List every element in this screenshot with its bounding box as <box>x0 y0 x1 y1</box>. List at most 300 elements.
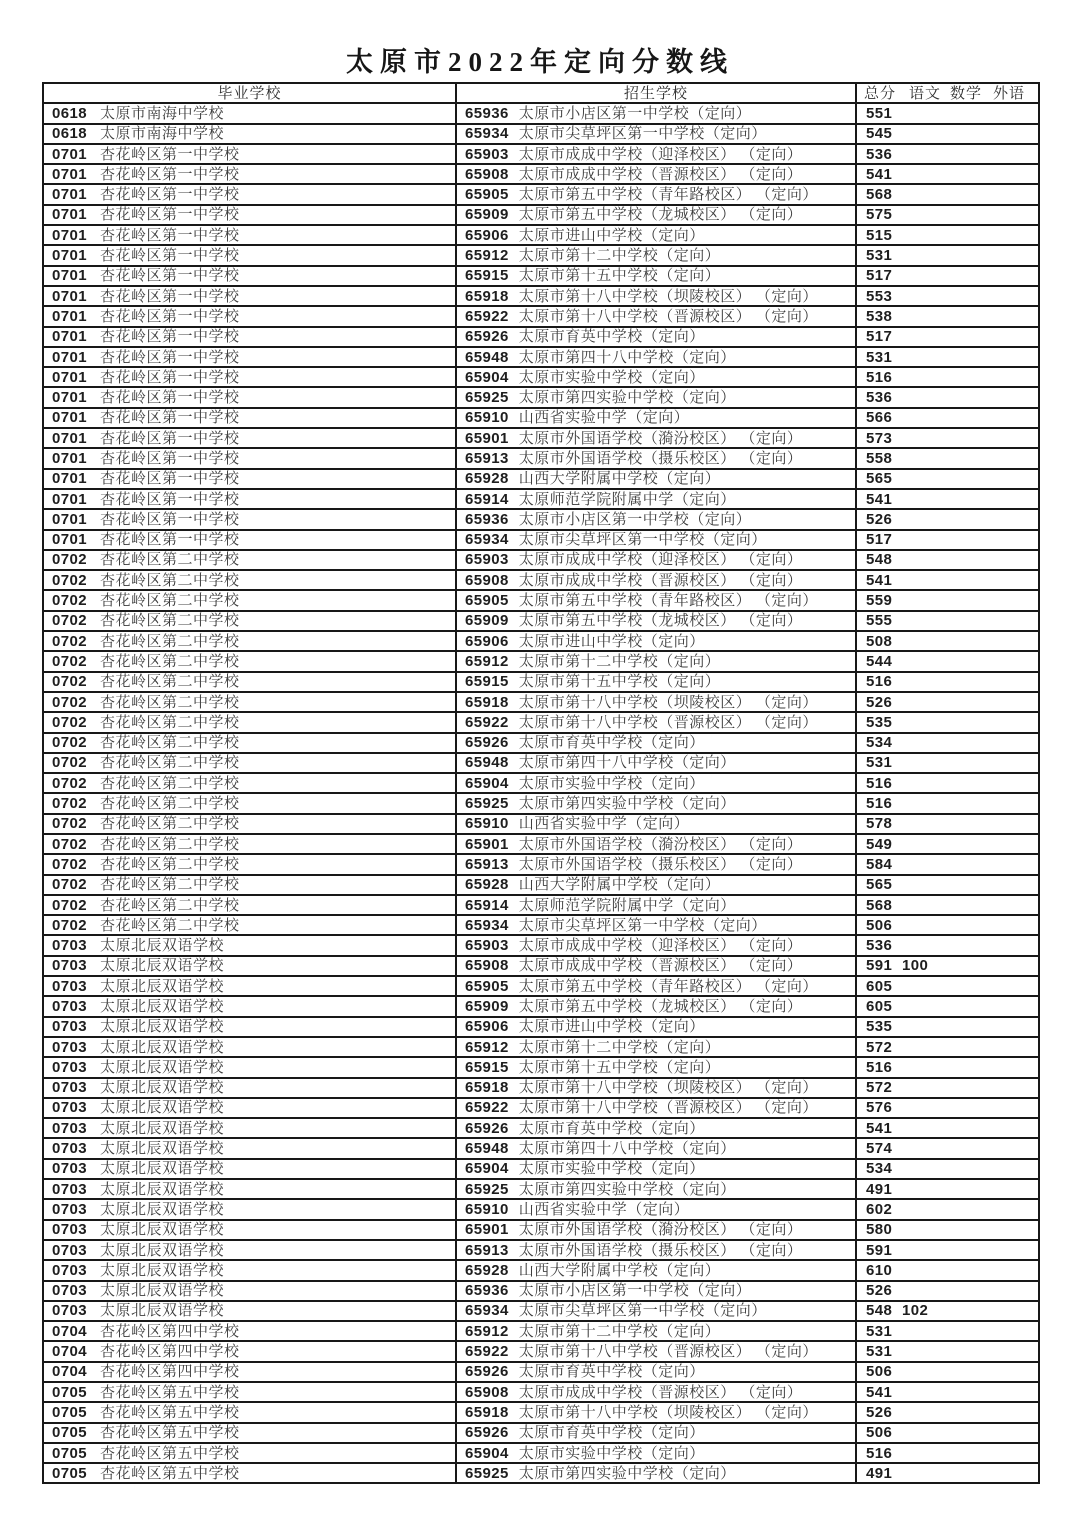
page-title: 太原市2022年定向分数线 <box>346 47 734 77</box>
table-row <box>43 428 1039 448</box>
table-row <box>43 103 1039 123</box>
score-cell <box>856 793 1039 813</box>
enrollment-school-name: 太原市成成中学校（晋源校区） （定向） <box>518 571 803 589</box>
enrollment-school-cell <box>456 590 856 610</box>
graduation-school-code: 0701 <box>52 368 87 386</box>
table-row <box>43 895 1039 915</box>
total-score-value: 575 <box>866 206 893 224</box>
table-row <box>43 1301 1039 1321</box>
total-score-value: 491 <box>866 1180 893 1198</box>
table-row <box>43 611 1039 631</box>
enrollment-school-code: 65905 <box>465 977 509 995</box>
enrollment-school-code: 65922 <box>465 307 509 325</box>
graduation-school-cell <box>43 834 456 854</box>
graduation-school-name: 杏花岭区第二中学校 <box>99 592 240 610</box>
graduation-school-code: 0703 <box>52 1038 87 1056</box>
enrollment-school-name: 太原市第十五中学校（定向） <box>518 1058 721 1076</box>
graduation-school-cell <box>43 854 456 874</box>
score-cell <box>856 1037 1039 1057</box>
table-row <box>43 692 1039 712</box>
total-score-value: 517 <box>866 267 893 285</box>
total-score-value: 549 <box>866 835 893 853</box>
graduation-school-name: 太原北辰双语学校 <box>99 1241 224 1259</box>
enrollment-school-code: 65918 <box>465 1403 509 1421</box>
enrollment-school-name: 太原市外国语学校（漪汾校区） （定向） <box>518 835 803 853</box>
enrollment-school-name: 太原市第十八中学校（坝陵校区） （定向） <box>518 693 818 711</box>
score-cell <box>856 996 1039 1016</box>
score-cell <box>856 1179 1039 1199</box>
enrollment-school-cell <box>456 306 856 326</box>
score-cell <box>856 611 1039 631</box>
enrollment-school-name: 太原市第五中学校（青年路校区） （定向） <box>518 186 818 204</box>
score-cell <box>856 1118 1039 1138</box>
table-row <box>43 489 1039 509</box>
total-score-value: 541 <box>866 1383 893 1401</box>
graduation-school-name: 杏花岭区第一中学校 <box>99 449 240 467</box>
table-row <box>43 1341 1039 1361</box>
total-score-value: 584 <box>866 855 893 873</box>
table-row <box>43 367 1039 387</box>
graduation-school-name: 杏花岭区第五中学校 <box>99 1424 240 1442</box>
graduation-school-name: 杏花岭区第二中学校 <box>99 855 240 873</box>
enrollment-school-cell <box>456 915 856 935</box>
graduation-school-name: 杏花岭区第一中学校 <box>99 226 240 244</box>
total-score-value: 531 <box>866 247 893 265</box>
graduation-school-name: 杏花岭区第一中学校 <box>99 490 240 508</box>
chinese-score-value: 100 <box>902 957 929 975</box>
total-score-value: 491 <box>866 1464 893 1482</box>
graduation-school-cell <box>43 1362 456 1382</box>
enrollment-school-name: 山西大学附属中学校（定向） <box>518 470 721 488</box>
enrollment-school-name: 太原市第十八中学校（晋源校区） （定向） <box>518 1343 818 1361</box>
enrollment-school-cell <box>456 266 856 286</box>
total-score-value: 568 <box>866 896 893 914</box>
graduation-school-name: 杏花岭区第二中学校 <box>99 876 240 894</box>
graduation-school-code: 0701 <box>52 247 87 265</box>
enrollment-school-cell <box>456 245 856 265</box>
chinese-score-value: 102 <box>902 1302 929 1320</box>
score-cell <box>856 875 1039 895</box>
score-cell <box>856 672 1039 692</box>
graduation-school-name: 杏花岭区第二中学校 <box>99 896 240 914</box>
enrollment-school-code: 65901 <box>465 429 509 447</box>
score-cell <box>856 408 1039 428</box>
graduation-school-name: 太原北辰双语学校 <box>99 1119 224 1137</box>
graduation-school-code: 0702 <box>52 754 87 772</box>
graduation-school-name: 杏花岭区第一中学校 <box>99 287 240 305</box>
graduation-school-name: 杏花岭区第一中学校 <box>99 531 240 549</box>
enrollment-school-name: 太原市进山中学校（定向） <box>518 226 705 244</box>
graduation-school-code: 0701 <box>52 287 87 305</box>
table-row <box>43 205 1039 225</box>
enrollment-school-name: 太原市进山中学校（定向） <box>518 632 705 650</box>
score-cell <box>856 1240 1039 1260</box>
table-row <box>43 448 1039 468</box>
enrollment-school-name: 太原市第十二中学校（定向） <box>518 1322 721 1340</box>
enrollment-school-code: 65905 <box>465 592 509 610</box>
score-cell <box>856 915 1039 935</box>
enrollment-school-name: 山西省实验中学（定向） <box>518 409 690 427</box>
graduation-school-cell <box>43 1199 456 1219</box>
graduation-school-cell <box>43 1301 456 1321</box>
total-score-value: 605 <box>866 998 893 1015</box>
graduation-school-name: 杏花岭区第一中学校 <box>99 409 240 427</box>
graduation-school-name: 杏花岭区第一中学校 <box>99 165 240 183</box>
graduation-school-code: 0701 <box>52 429 87 447</box>
table-row <box>43 834 1039 854</box>
enrollment-school-cell <box>456 286 856 306</box>
enrollment-school-code: 65926 <box>465 1363 509 1381</box>
enrollment-school-cell <box>456 733 856 753</box>
table-row <box>43 996 1039 1016</box>
enrollment-school-code: 65910 <box>465 1200 509 1218</box>
graduation-school-code: 0701 <box>52 348 87 366</box>
graduation-school-cell <box>43 1402 456 1422</box>
enrollment-school-name: 太原市成成中学校（晋源校区） （定向） <box>518 165 803 183</box>
graduation-school-code: 0702 <box>52 673 87 691</box>
graduation-school-cell <box>43 1179 456 1199</box>
graduation-school-cell <box>43 611 456 631</box>
graduation-school-name: 杏花岭区第一中学校 <box>99 307 240 325</box>
enrollment-school-code: 65906 <box>465 632 509 650</box>
graduation-school-code: 0701 <box>52 409 87 427</box>
graduation-school-cell <box>43 1220 456 1240</box>
graduation-school-cell <box>43 651 456 671</box>
graduation-school-cell <box>43 530 456 550</box>
graduation-school-cell <box>43 590 456 610</box>
graduation-school-cell <box>43 387 456 407</box>
score-cell <box>856 448 1039 468</box>
enrollment-school-name: 太原市第五中学校（青年路校区） （定向） <box>518 592 818 610</box>
table-row <box>43 1463 1039 1483</box>
table-row <box>43 976 1039 996</box>
graduation-school-cell <box>43 184 456 204</box>
graduation-school-cell <box>43 347 456 367</box>
enrollment-school-code: 65918 <box>465 1079 509 1097</box>
total-score-value: 531 <box>866 1322 893 1340</box>
total-score-value: 566 <box>866 409 893 427</box>
enrollment-school-cell <box>456 327 856 347</box>
table-row <box>43 1098 1039 1118</box>
enrollment-school-cell <box>456 692 856 712</box>
graduation-school-cell <box>43 1321 456 1341</box>
graduation-school-name: 杏花岭区第二中学校 <box>99 835 240 853</box>
graduation-school-cell <box>43 1443 456 1463</box>
enrollment-school-code: 65908 <box>465 1383 509 1401</box>
table-row <box>43 956 1039 976</box>
enrollment-school-code: 65926 <box>465 328 509 346</box>
enrollment-school-name: 山西省实验中学（定向） <box>518 1200 690 1218</box>
graduation-school-name: 杏花岭区第一中学校 <box>99 328 240 346</box>
graduation-school-name: 太原市南海中学校 <box>99 104 224 122</box>
graduation-school-code: 0703 <box>52 998 87 1015</box>
enrollment-school-code: 65928 <box>465 1261 509 1279</box>
graduation-school-code: 0704 <box>52 1343 87 1361</box>
score-cell <box>856 144 1039 164</box>
enrollment-school-code: 65915 <box>465 267 509 285</box>
enrollment-school-name: 太原市第十八中学校（坝陵校区） （定向） <box>518 1403 818 1421</box>
graduation-school-code: 0701 <box>52 165 87 183</box>
table-row <box>43 773 1039 793</box>
graduation-school-name: 杏花岭区第二中学校 <box>99 734 240 752</box>
graduation-school-name: 太原北辰双语学校 <box>99 957 224 975</box>
graduation-school-cell <box>43 753 456 773</box>
table-row <box>43 1443 1039 1463</box>
graduation-school-name: 杏花岭区第二中学校 <box>99 754 240 772</box>
column-header-math-score: 数学 <box>950 84 983 102</box>
graduation-school-code: 0701 <box>52 186 87 204</box>
score-cell <box>856 489 1039 509</box>
enrollment-school-cell <box>456 1341 856 1361</box>
enrollment-school-code: 65918 <box>465 693 509 711</box>
graduation-school-cell <box>43 408 456 428</box>
enrollment-school-name: 太原市第五中学校（龙城校区） （定向） <box>518 612 803 630</box>
enrollment-school-cell <box>456 773 856 793</box>
graduation-school-cell <box>43 915 456 935</box>
total-score-value: 526 <box>866 510 893 528</box>
score-cell <box>856 1260 1039 1280</box>
enrollment-school-name: 太原市第四实验中学校（定向） <box>518 389 736 407</box>
enrollment-school-code: 65936 <box>465 1282 509 1300</box>
enrollment-school-name: 太原市实验中学校（定向） <box>518 1444 705 1462</box>
table-row <box>43 1138 1039 1158</box>
total-score-value: 558 <box>866 449 893 467</box>
column-header-graduation-school: 毕业学校 <box>43 83 456 103</box>
graduation-school-name: 太原北辰双语学校 <box>99 1261 224 1279</box>
graduation-school-name: 太原北辰双语学校 <box>99 1058 224 1076</box>
enrollment-school-code: 65926 <box>465 734 509 752</box>
graduation-school-cell <box>43 428 456 448</box>
table-row <box>43 793 1039 813</box>
header-row <box>43 83 1039 103</box>
table-row <box>43 854 1039 874</box>
table-row <box>43 1159 1039 1179</box>
table-row <box>43 1179 1039 1199</box>
score-table-header <box>43 83 1039 103</box>
table-row <box>43 469 1039 489</box>
total-score-value: 531 <box>866 348 893 366</box>
table-row <box>43 733 1039 753</box>
graduation-school-code: 0703 <box>52 1241 87 1259</box>
enrollment-school-name: 太原市实验中学校（定向） <box>518 1160 705 1178</box>
enrollment-school-name: 山西大学附属中学校（定向） <box>518 1261 721 1279</box>
graduation-school-name: 杏花岭区第二中学校 <box>99 673 240 691</box>
enrollment-school-name: 太原市第四十八中学校（定向） <box>518 754 736 772</box>
graduation-school-code: 0618 <box>52 104 87 122</box>
table-row <box>43 266 1039 286</box>
enrollment-school-cell <box>456 1017 856 1037</box>
total-score-value: 506 <box>866 916 893 934</box>
graduation-school-cell <box>43 367 456 387</box>
graduation-school-name: 杏花岭区第二中学校 <box>99 795 240 813</box>
enrollment-school-code: 65934 <box>465 531 509 549</box>
graduation-school-code: 0701 <box>52 226 87 244</box>
graduation-school-cell <box>43 286 456 306</box>
total-score-value: 536 <box>866 937 893 955</box>
enrollment-school-code: 65925 <box>465 1464 509 1482</box>
enrollment-school-cell <box>456 1098 856 1118</box>
graduation-school-name: 太原北辰双语学校 <box>99 1180 224 1198</box>
table-row <box>43 1037 1039 1057</box>
graduation-school-cell <box>43 225 456 245</box>
enrollment-school-cell <box>456 144 856 164</box>
score-cell <box>856 570 1039 590</box>
enrollment-school-cell <box>456 1260 856 1280</box>
graduation-school-code: 0701 <box>52 510 87 528</box>
score-cell <box>856 733 1039 753</box>
total-score-value: 516 <box>866 774 893 792</box>
graduation-school-code: 0702 <box>52 592 87 610</box>
graduation-school-name: 杏花岭区第五中学校 <box>99 1464 240 1482</box>
graduation-school-code: 0703 <box>52 1140 87 1158</box>
graduation-school-code: 0703 <box>52 957 87 975</box>
score-cell <box>856 753 1039 773</box>
enrollment-school-code: 65908 <box>465 957 509 975</box>
column-header-total-score: 总分 <box>864 84 897 102</box>
total-score-value: 526 <box>866 1282 893 1300</box>
graduation-school-cell <box>43 1118 456 1138</box>
total-score-value: 578 <box>866 815 893 833</box>
column-header-foreign-language-score: 外语 <box>993 84 1026 102</box>
graduation-school-cell <box>43 306 456 326</box>
enrollment-school-cell <box>456 570 856 590</box>
graduation-school-cell <box>43 1341 456 1361</box>
graduation-school-code: 0703 <box>52 1221 87 1239</box>
enrollment-school-cell <box>456 895 856 915</box>
enrollment-school-code: 65912 <box>465 247 509 265</box>
enrollment-school-cell <box>456 489 856 509</box>
enrollment-school-cell <box>456 225 856 245</box>
graduation-school-cell <box>43 489 456 509</box>
enrollment-school-cell <box>456 164 856 184</box>
graduation-school-code: 0702 <box>52 774 87 792</box>
score-cell <box>856 956 1039 976</box>
enrollment-school-cell <box>456 956 856 976</box>
total-score-value: 541 <box>866 571 893 589</box>
enrollment-school-name: 太原市实验中学校（定向） <box>518 368 705 386</box>
enrollment-school-code: 65913 <box>465 1241 509 1259</box>
graduation-school-cell <box>43 733 456 753</box>
enrollment-school-cell <box>456 1402 856 1422</box>
total-score-value: 548 <box>866 551 893 569</box>
score-cell <box>856 712 1039 732</box>
score-cell <box>856 814 1039 834</box>
score-cell <box>856 124 1039 144</box>
graduation-school-cell <box>43 875 456 895</box>
enrollment-school-name: 太原市育英中学校（定向） <box>518 1119 705 1137</box>
graduation-school-cell <box>43 1078 456 1098</box>
graduation-school-name: 杏花岭区第一中学校 <box>99 145 240 163</box>
graduation-school-cell <box>43 550 456 570</box>
enrollment-school-code: 65904 <box>465 774 509 792</box>
enrollment-school-cell <box>456 509 856 529</box>
score-cell <box>856 976 1039 996</box>
table-row <box>43 1057 1039 1077</box>
graduation-school-name: 太原北辰双语学校 <box>99 977 224 995</box>
enrollment-school-name: 太原市外国语学校（摄乐校区） （定向） <box>518 855 803 873</box>
total-score-value: 565 <box>866 470 893 488</box>
enrollment-school-code: 65934 <box>465 1302 509 1320</box>
enrollment-school-code: 65903 <box>465 551 509 569</box>
table-row <box>43 1220 1039 1240</box>
total-score-value: 555 <box>866 612 893 630</box>
enrollment-school-name: 太原市第十二中学校（定向） <box>518 652 721 670</box>
graduation-school-code: 0701 <box>52 449 87 467</box>
enrollment-school-name: 太原市第十八中学校（坝陵校区） （定向） <box>518 1079 818 1097</box>
table-row <box>43 875 1039 895</box>
total-score-value: 536 <box>866 145 893 163</box>
graduation-school-cell <box>43 245 456 265</box>
graduation-school-cell <box>43 205 456 225</box>
table-row <box>43 1017 1039 1037</box>
enrollment-school-cell <box>456 651 856 671</box>
total-score-value: 516 <box>866 368 893 386</box>
total-score-value: 516 <box>866 673 893 691</box>
enrollment-school-code: 65948 <box>465 754 509 772</box>
score-cell <box>856 286 1039 306</box>
enrollment-school-cell <box>456 1138 856 1158</box>
score-table <box>42 82 1040 1484</box>
enrollment-school-code: 65906 <box>465 226 509 244</box>
column-header-enrollment-school: 招生学校 <box>456 83 856 103</box>
score-cell <box>856 1078 1039 1098</box>
table-row <box>43 915 1039 935</box>
enrollment-school-code: 65914 <box>465 490 509 508</box>
enrollment-school-cell <box>456 1240 856 1260</box>
enrollment-school-name: 太原市第十五中学校（定向） <box>518 673 721 691</box>
enrollment-school-code: 65926 <box>465 1119 509 1137</box>
enrollment-school-name: 太原师范学院附属中学（定向） <box>518 490 736 508</box>
score-cell <box>856 1341 1039 1361</box>
graduation-school-cell <box>43 144 456 164</box>
graduation-school-name: 太原北辰双语学校 <box>99 1140 224 1158</box>
enrollment-school-name: 太原市第十八中学校（晋源校区） （定向） <box>518 713 818 731</box>
graduation-school-code: 0703 <box>52 1099 87 1117</box>
graduation-school-code: 0702 <box>52 734 87 752</box>
enrollment-school-name: 太原市小店区第一中学校（定向） <box>518 510 752 528</box>
table-row <box>43 1382 1039 1402</box>
score-cell <box>856 1098 1039 1118</box>
score-cell <box>856 1423 1039 1443</box>
table-row <box>43 1260 1039 1280</box>
graduation-school-cell <box>43 1037 456 1057</box>
enrollment-school-code: 65910 <box>465 409 509 427</box>
total-score-value: 531 <box>866 1343 893 1361</box>
total-score-value: 591 <box>866 957 893 975</box>
graduation-school-code: 0703 <box>52 1119 87 1137</box>
graduation-school-code: 0703 <box>52 1018 87 1036</box>
enrollment-school-code: 65910 <box>465 815 509 833</box>
enrollment-school-cell <box>456 428 856 448</box>
enrollment-school-code: 65905 <box>465 186 509 204</box>
total-score-value: 602 <box>866 1200 893 1218</box>
total-score-value: 605 <box>866 977 893 995</box>
graduation-school-cell <box>43 956 456 976</box>
table-row <box>43 712 1039 732</box>
enrollment-school-code: 65903 <box>465 145 509 163</box>
graduation-school-cell <box>43 1017 456 1037</box>
graduation-school-cell <box>43 1281 456 1301</box>
graduation-school-code: 0702 <box>52 652 87 670</box>
graduation-school-code: 0702 <box>52 916 87 934</box>
enrollment-school-cell <box>456 448 856 468</box>
score-table-body <box>43 103 1039 1483</box>
score-cell <box>856 895 1039 915</box>
enrollment-school-name: 太原市成成中学校（迎泽校区） （定向） <box>518 937 803 955</box>
score-cell <box>856 773 1039 793</box>
table-row <box>43 1078 1039 1098</box>
score-cell <box>856 367 1039 387</box>
